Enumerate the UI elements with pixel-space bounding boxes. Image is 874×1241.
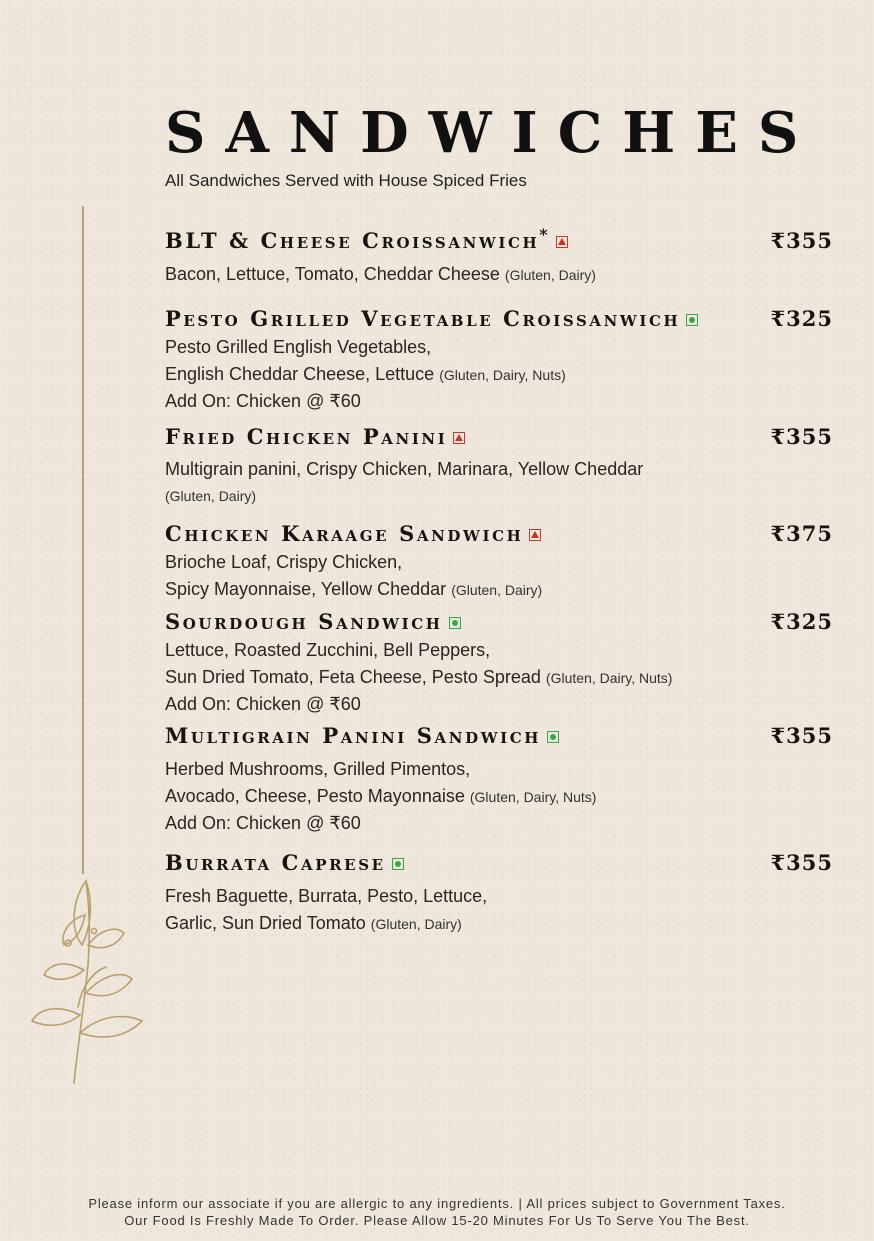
item-addon: Add On: Chicken @ ₹60 bbox=[165, 694, 361, 714]
item-allergens: (Gluten, Dairy, Nuts) bbox=[469, 788, 597, 805]
menu-item-burrata-caprese bbox=[165, 848, 833, 937]
item-name: Sourdough Sandwich bbox=[165, 609, 443, 634]
item-price: ₹325 bbox=[770, 306, 833, 331]
veg-icon bbox=[547, 731, 559, 743]
item-description: Pesto Grilled English Vegetables, English Cheddar Cheese, Lettuce (Gluten, Dairy, Nuts) Add On: Chicken @ ₹60 bbox=[165, 334, 833, 415]
item-description: Multigrain panini, Crispy Chicken, Marinara, Yellow Cheddar (Gluten, Dairy) bbox=[165, 456, 833, 509]
item-price: ₹355 bbox=[770, 850, 833, 875]
item-asterisk: * bbox=[539, 225, 551, 244]
veg-icon bbox=[392, 858, 404, 870]
non-veg-icon bbox=[529, 529, 541, 541]
menu-item-fried-chicken-panini bbox=[165, 422, 833, 509]
non-veg-icon bbox=[556, 236, 568, 248]
item-name: Pesto Grilled Vegetable Croissanwich bbox=[165, 306, 681, 331]
item-allergens: (Gluten, Dairy) bbox=[165, 487, 257, 504]
menu-item-chicken-karaage-sandwich bbox=[165, 519, 833, 603]
item-addon: Add On: Chicken @ ₹60 bbox=[165, 391, 361, 411]
item-allergens: (Gluten, Dairy) bbox=[504, 267, 596, 283]
footer-preparation-note: Our Food Is Freshly Made To Order. Please Allow 15-20 Minutes For Us To Serve You The Best. bbox=[124, 1213, 750, 1228]
item-allergens: (Gluten, Dairy, Nuts) bbox=[545, 669, 673, 686]
footer-allergy-note: Please inform our associate if you are allergic to any ingredients. | All prices subject to Government Taxes. bbox=[88, 1196, 786, 1211]
non-veg-icon bbox=[453, 432, 465, 444]
item-price: ₹355 bbox=[770, 424, 833, 449]
item-name: Chicken Karaage Sandwich bbox=[165, 521, 524, 546]
item-name: Multigrain Panini Sandwich bbox=[165, 723, 542, 748]
item-allergens: (Gluten, Dairy, Nuts) bbox=[439, 366, 566, 383]
veg-icon bbox=[449, 617, 461, 629]
page-title: SANDWICHES bbox=[165, 100, 819, 166]
decorative-divider bbox=[82, 206, 84, 874]
menu-item-multigrain-panini-sandwich bbox=[165, 721, 833, 837]
item-price: ₹325 bbox=[770, 609, 833, 634]
item-name: Burrata Caprese bbox=[165, 850, 386, 875]
leaf-sprig-icon bbox=[20, 875, 150, 1090]
page-subtitle: All Sandwiches Served with House Spiced Fries bbox=[165, 171, 527, 190]
item-description: Bacon, Lettuce, Tomato, Cheddar Cheese (Gluten, Dairy) bbox=[165, 264, 596, 284]
item-price: ₹375 bbox=[770, 521, 833, 546]
menu-item-sourdough-sandwich bbox=[165, 607, 833, 718]
item-addon: Add On: Chicken @ ₹60 bbox=[165, 813, 361, 833]
item-price: ₹355 bbox=[770, 723, 833, 748]
item-allergens: (Gluten, Dairy) bbox=[370, 915, 462, 932]
veg-icon bbox=[686, 314, 698, 326]
menu-item-blt-cheese-croissanwich bbox=[165, 226, 833, 289]
item-description: Herbed Mushrooms, Grilled Pimentos, Avocado, Cheese, Pesto Mayonnaise (Gluten, Dairy, Nuts) Add On: Chicken @ ₹60 bbox=[165, 756, 833, 837]
item-allergens: (Gluten, Dairy) bbox=[451, 581, 543, 598]
menu-item-pesto-grilled-vegetable-croissanwich bbox=[165, 304, 833, 415]
item-description: Brioche Loaf, Crispy Chicken, Spicy Mayonnaise, Yellow Cheddar (Gluten, Dairy) bbox=[165, 552, 543, 599]
item-description: Fresh Baguette, Burrata, Pesto, Lettuce, Garlic, Sun Dried Tomato (Gluten, Dairy) bbox=[165, 886, 488, 933]
item-price: ₹355 bbox=[770, 228, 833, 253]
item-name: Fried Chicken Panini bbox=[165, 424, 448, 449]
item-name: BLT & Cheese Croissanwich* bbox=[165, 225, 551, 253]
item-description: Lettuce, Roasted Zucchini, Bell Peppers, Sun Dried Tomato, Feta Cheese, Pesto Spread (Gluten, Dairy, Nuts) Add On: Chicken @ ₹60 bbox=[165, 637, 833, 718]
